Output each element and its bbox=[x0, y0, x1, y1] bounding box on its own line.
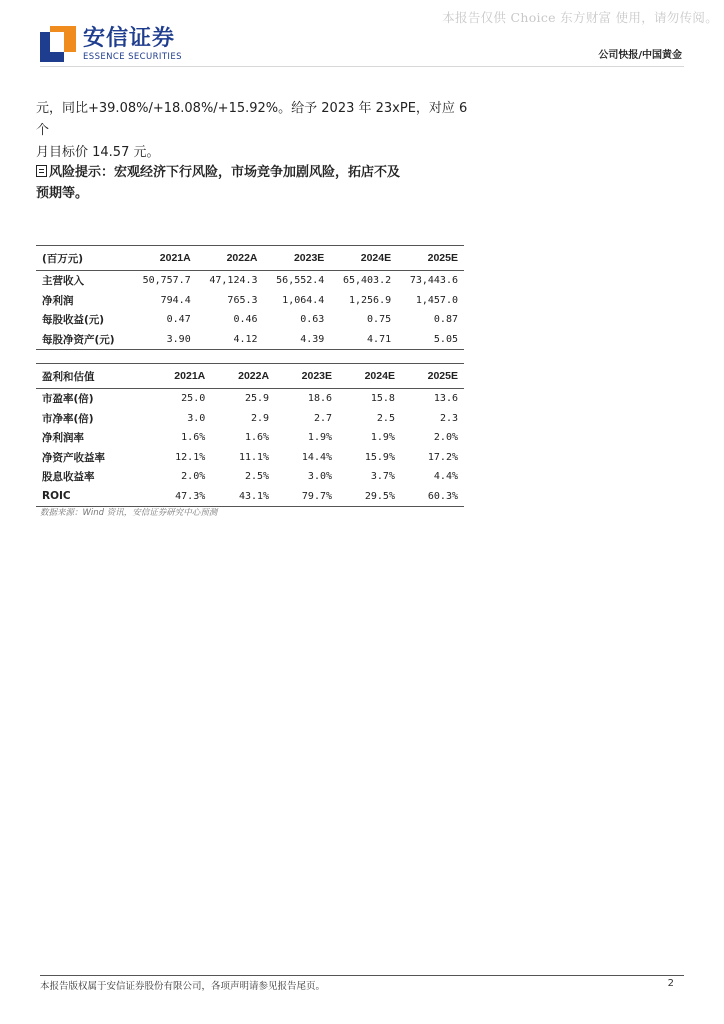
table-cell: 0.75 bbox=[367, 314, 392, 326]
column-header: 2023E bbox=[293, 252, 325, 264]
table-cell: 4.71 bbox=[367, 333, 392, 345]
table-cell: 15.9% bbox=[364, 451, 395, 463]
table-row bbox=[36, 448, 464, 468]
row-label: ROIC bbox=[42, 490, 71, 503]
row-label: 每股净资产(元) bbox=[42, 333, 115, 346]
table-cell: 2.0% bbox=[181, 471, 206, 483]
column-header: 2024E bbox=[364, 370, 395, 382]
table-cell: 47,124.3 bbox=[209, 275, 258, 287]
column-header: 2022A bbox=[226, 252, 258, 264]
table-row bbox=[36, 330, 464, 350]
table-cell: 2.9 bbox=[251, 412, 270, 424]
table-cell: 794.4 bbox=[160, 294, 191, 306]
table-row bbox=[36, 467, 464, 487]
table-cell: 1.6% bbox=[244, 432, 270, 444]
column-header: 2024E bbox=[360, 252, 392, 264]
row-label: 每股收益(元) bbox=[42, 314, 105, 327]
company-logo bbox=[40, 26, 182, 62]
copyright-notice: 本报告版权属于安信证券股份有限公司，各项声明请参见报告尾页。 bbox=[40, 981, 326, 992]
table-cell: 11.1% bbox=[238, 451, 270, 463]
table-row bbox=[36, 487, 464, 507]
column-header: 2022A bbox=[238, 370, 270, 382]
table-cell: 50,757.7 bbox=[142, 275, 191, 287]
table-header-row bbox=[36, 246, 464, 271]
row-label: 市净率(倍) bbox=[42, 412, 94, 425]
essence-logo-icon bbox=[40, 26, 76, 62]
column-header: 盈利和估值 bbox=[42, 370, 95, 383]
table-cell: 4.4% bbox=[433, 471, 458, 483]
table-cell: 5.05 bbox=[433, 333, 458, 345]
risk-warning bbox=[36, 162, 456, 204]
document-icon bbox=[36, 165, 47, 177]
table-cell: 65,403.2 bbox=[342, 275, 392, 287]
table-cell: 0.46 bbox=[233, 314, 258, 326]
row-label: 净资产收益率 bbox=[42, 451, 105, 464]
table-cell: 1.6% bbox=[181, 432, 206, 444]
table-cell: 47.3% bbox=[175, 490, 206, 502]
valuation-table bbox=[36, 363, 464, 507]
logo-chinese-name: 安信证券 bbox=[83, 25, 176, 51]
column-header: 2021A bbox=[159, 252, 191, 264]
table-cell: 13.6 bbox=[433, 393, 458, 405]
table-cell: 60.3% bbox=[427, 490, 458, 502]
table-cell: 12.1% bbox=[175, 451, 206, 463]
header-divider bbox=[40, 66, 684, 67]
table-cell: 73,443.6 bbox=[409, 275, 458, 287]
table-cell: 0.47 bbox=[166, 314, 191, 326]
row-label: 主营收入 bbox=[42, 275, 84, 288]
table-cell: 1,256.9 bbox=[348, 294, 392, 306]
risk-line: 预期等。 bbox=[36, 186, 89, 201]
table-row bbox=[36, 428, 464, 448]
column-header: (百万元) bbox=[42, 252, 84, 265]
risk-line: 风险提示：宏观经济下行风险，市场竞争加剧风险，拓店不及 bbox=[49, 165, 401, 180]
table-row bbox=[36, 291, 464, 311]
table-cell: 2.5 bbox=[376, 412, 395, 424]
table-cell: 1.9% bbox=[370, 432, 395, 444]
table-cell: 17.2% bbox=[427, 451, 458, 463]
table-cell: 14.4% bbox=[301, 451, 333, 463]
table-cell: 18.6 bbox=[307, 393, 333, 405]
financial-summary-table bbox=[36, 245, 464, 350]
column-header: 2025E bbox=[427, 370, 458, 382]
table-cell: 1.9% bbox=[307, 432, 333, 444]
table-cell: 3.90 bbox=[166, 333, 191, 345]
table-cell: 25.9 bbox=[244, 393, 270, 405]
column-header: 2021A bbox=[174, 370, 206, 382]
row-label: 市盈率(倍) bbox=[42, 393, 94, 406]
row-label: 净利润率 bbox=[42, 432, 84, 445]
table-cell: 3.7% bbox=[370, 471, 395, 483]
table-cell: 1,457.0 bbox=[415, 294, 458, 306]
footer-divider bbox=[40, 975, 684, 976]
table-row bbox=[36, 271, 464, 291]
table-cell: 2.0% bbox=[433, 432, 458, 444]
table-cell: 29.5% bbox=[364, 490, 395, 502]
table-cell: 56,552.4 bbox=[276, 275, 325, 287]
watermark: 本报告仅供 Choice 东方财富 使用，请勿传阅。 bbox=[442, 10, 718, 25]
table-cell: 4.39 bbox=[300, 333, 325, 345]
table-cell: 4.12 bbox=[233, 333, 258, 345]
valuation-paragraph bbox=[36, 98, 476, 164]
table-cell: 2.7 bbox=[313, 412, 333, 424]
data-source-note: 数据来源：Wind 资讯，安信证券研究中心预测 bbox=[40, 508, 218, 518]
table-cell: 25.0 bbox=[181, 393, 206, 405]
table-cell: 765.3 bbox=[227, 294, 258, 306]
table-header-row bbox=[36, 364, 464, 389]
table-cell: 0.87 bbox=[433, 314, 458, 326]
table-cell: 0.63 bbox=[300, 314, 325, 326]
row-label: 股息收益率 bbox=[42, 471, 95, 484]
row-label: 净利润 bbox=[42, 294, 74, 307]
column-header: 2025E bbox=[427, 252, 458, 264]
table-cell: 2.3 bbox=[439, 412, 458, 424]
report-category: 公司快报/中国黄金 bbox=[598, 50, 682, 61]
page-number: 2 bbox=[667, 978, 674, 989]
table-cell: 1,064.4 bbox=[282, 294, 325, 306]
table-row bbox=[36, 409, 464, 429]
table-cell: 79.7% bbox=[301, 490, 333, 502]
column-header: 2023E bbox=[301, 370, 333, 382]
table-cell: 3.0% bbox=[307, 471, 333, 483]
paragraph-line: 元，同比+39.08%/+18.08%/+15.92%。给予 2023 年 23xPE，对应 6 个 bbox=[36, 101, 468, 138]
table-cell: 2.5% bbox=[244, 471, 270, 483]
table-cell: 15.8 bbox=[370, 393, 395, 405]
logo-english-name: ESSENCE SECURITIES bbox=[83, 51, 182, 62]
table-cell: 43.1% bbox=[238, 490, 270, 502]
table-row bbox=[36, 389, 464, 409]
table-row bbox=[36, 310, 464, 330]
table-cell: 3.0 bbox=[187, 412, 206, 424]
paragraph-line: 月目标价 14.57 元。 bbox=[36, 145, 160, 160]
